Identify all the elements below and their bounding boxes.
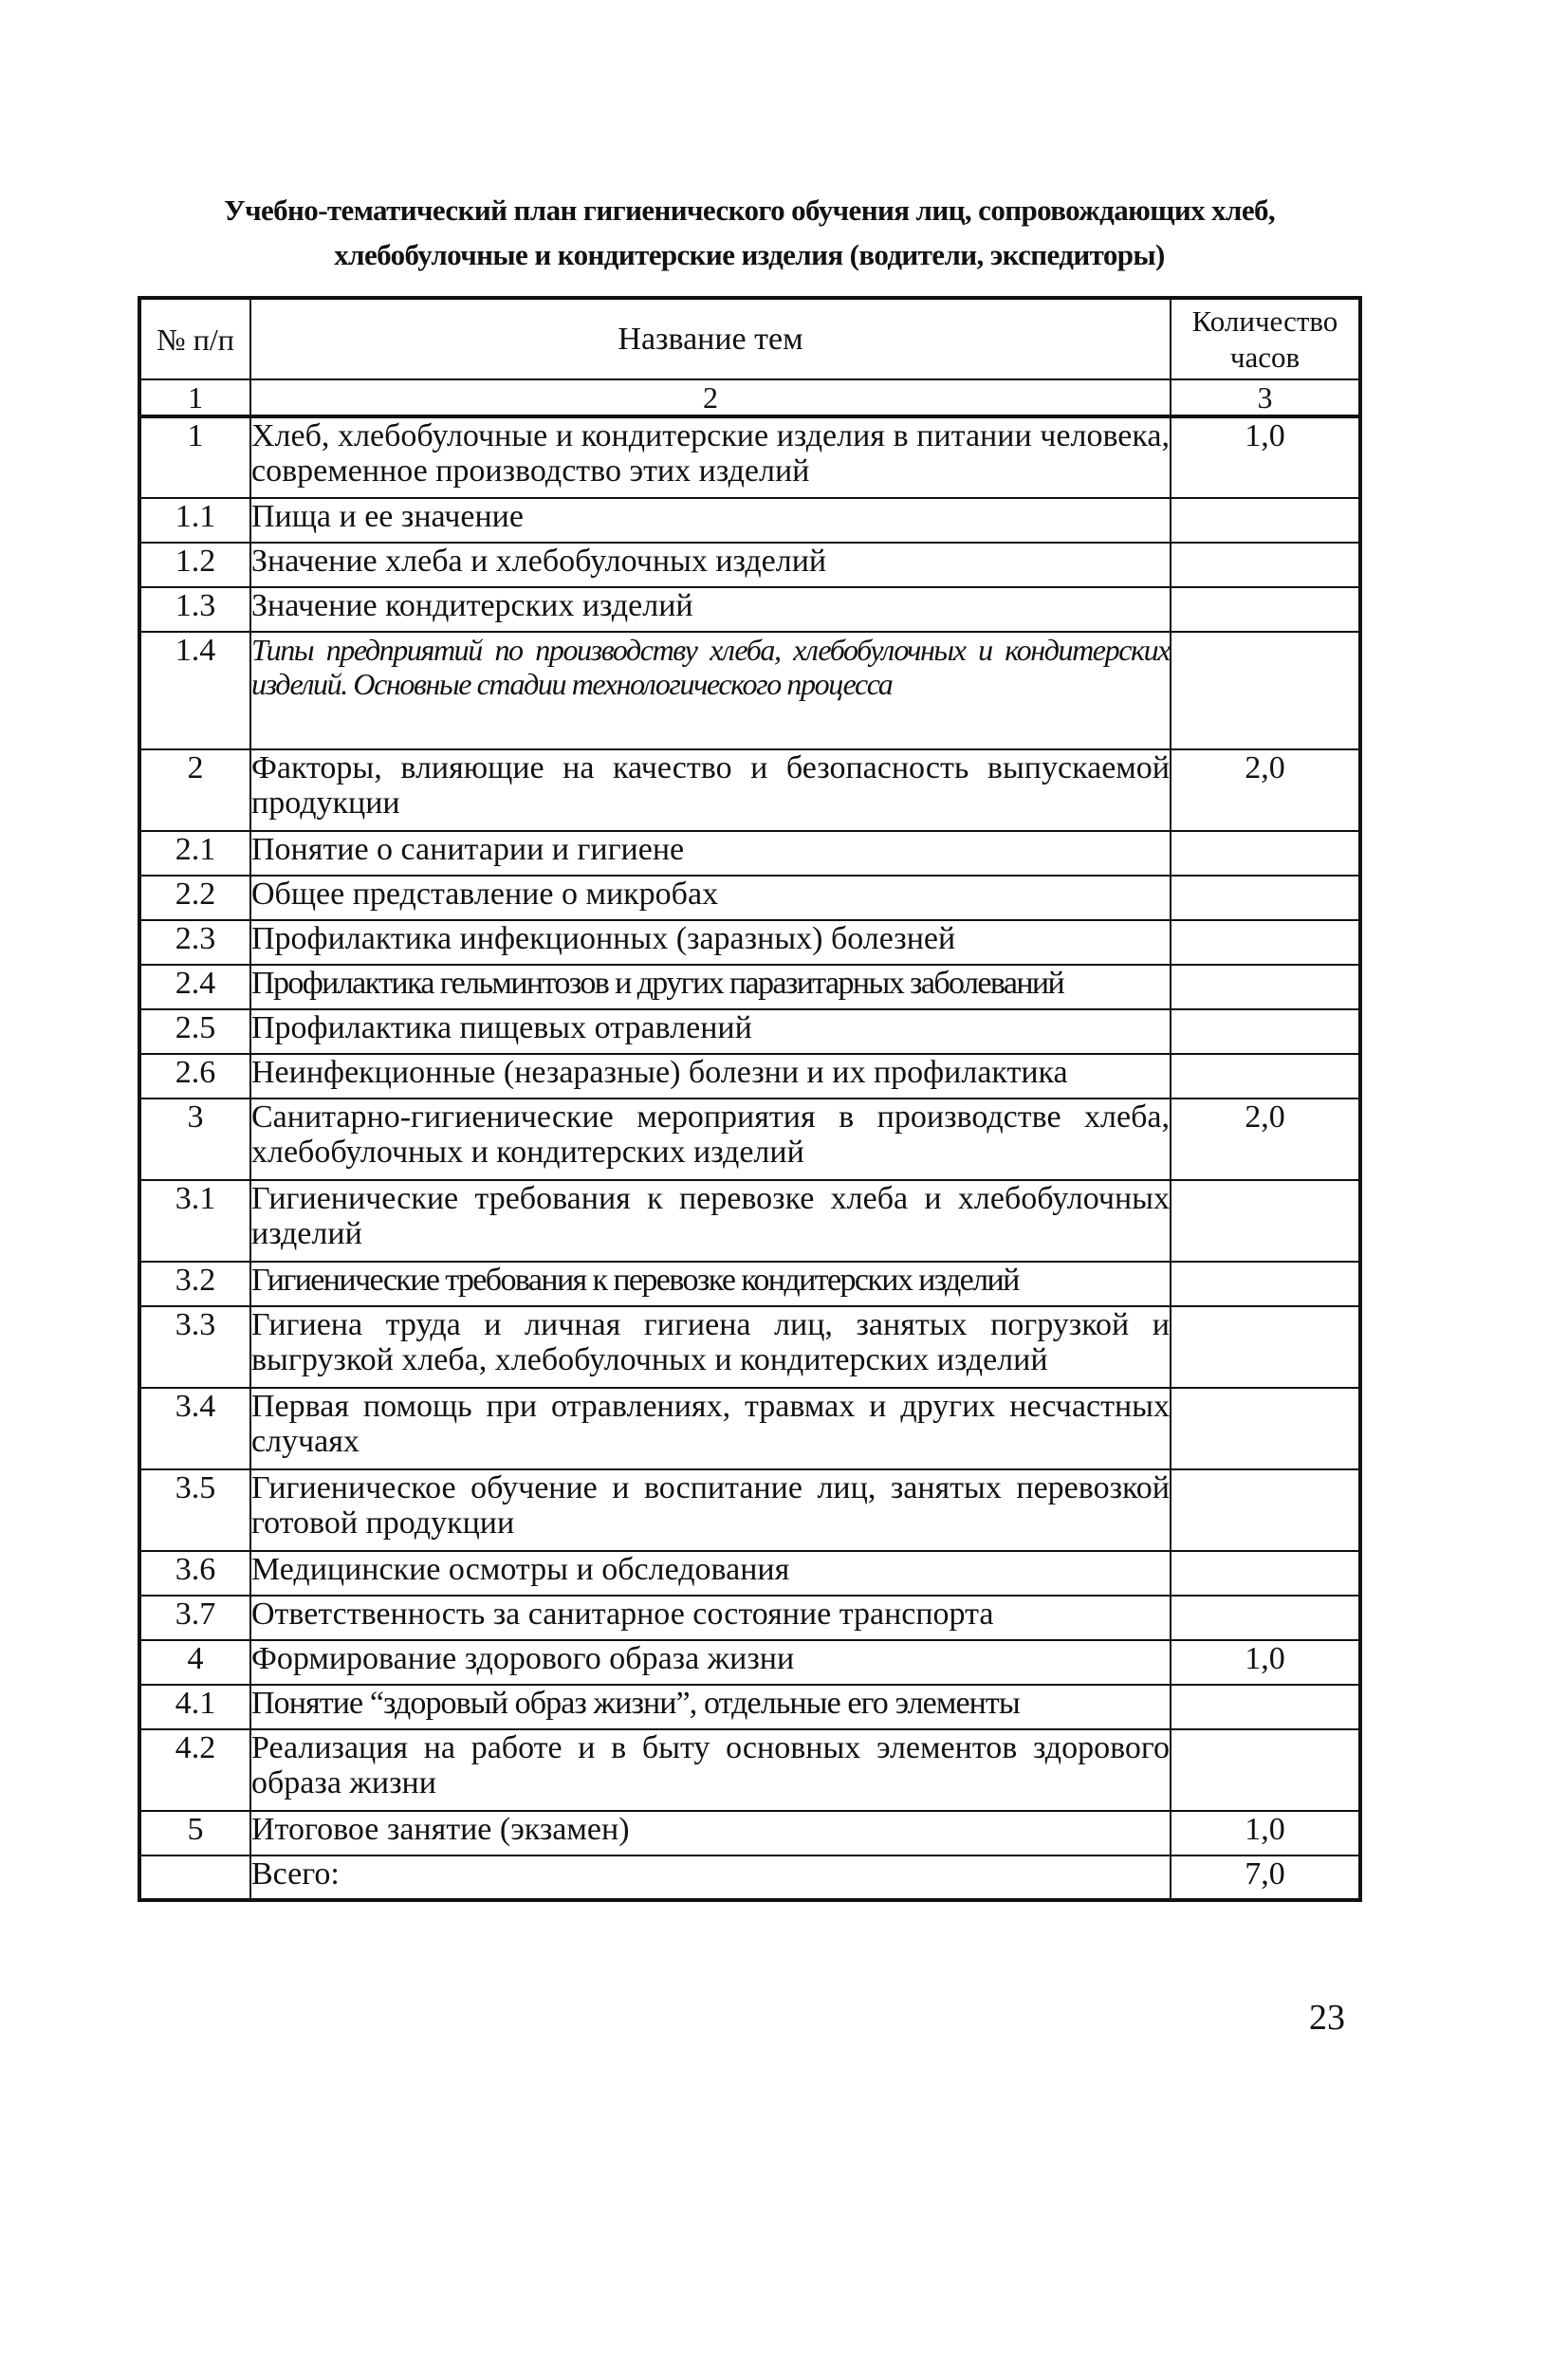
row-name: Понятие о санитарии и гигиене (250, 831, 1171, 876)
row-hours (1171, 876, 1360, 920)
row-hours: 2,0 (1171, 749, 1360, 831)
table-row (139, 1180, 1360, 1262)
row-num: 1.4 (139, 632, 250, 749)
row-num: 4.2 (139, 1729, 250, 1811)
row-num: 2.1 (139, 831, 250, 876)
row-hours (1171, 1054, 1360, 1098)
table-row (139, 632, 1360, 749)
table-row (139, 1596, 1360, 1640)
table-index-row (139, 379, 1360, 416)
row-num (139, 1855, 250, 1900)
table-row (139, 1388, 1360, 1469)
table-row (139, 1685, 1360, 1729)
row-name: Пища и ее значение (250, 498, 1171, 543)
total-row (139, 1855, 1360, 1900)
index-hours: 3 (1171, 379, 1360, 416)
row-num: 3 (139, 1098, 250, 1180)
row-hours: 1,0 (1171, 416, 1360, 498)
row-name: Типы предприятий по производству хлеба, хлебобулочных и кондитерских изделий. Основные стадии технологического процесса (250, 632, 1171, 749)
row-num: 3.7 (139, 1596, 250, 1640)
row-name: Гигиенические требования к перевозке хлеба и хлебобулочных изделий (250, 1180, 1171, 1262)
row-num: 1.1 (139, 498, 250, 543)
row-num: 2.6 (139, 1054, 250, 1098)
row-name: Гигиеническое обучение и воспитание лиц, занятых перевозкой готовой продукции (250, 1469, 1171, 1551)
row-num: 1 (139, 416, 250, 498)
row-hours (1171, 543, 1360, 587)
row-hours (1171, 1685, 1360, 1729)
index-name: 2 (250, 379, 1171, 416)
row-hours (1171, 1180, 1360, 1262)
row-num: 3.6 (139, 1551, 250, 1596)
header-name: Название тем (250, 298, 1171, 379)
row-name: Гигиена труда и личная гигиена лиц, занятых погрузкой и выгрузкой хлеба, хлебобулочных и кондитерских изделий (250, 1306, 1171, 1388)
table-row (139, 1469, 1360, 1551)
row-name: Реализация на работе и в быту основных элементов здорового образа жизни (250, 1729, 1171, 1811)
row-num: 2.4 (139, 965, 250, 1009)
row-hours (1171, 831, 1360, 876)
row-num: 4.1 (139, 1685, 250, 1729)
row-name: Гигиенические требования к перевозке кондитерских изделий (250, 1262, 1171, 1306)
row-name: Первая помощь при отравлениях, травмах и других несчастных случаях (250, 1388, 1171, 1469)
row-hours (1171, 1469, 1360, 1551)
row-num: 3.5 (139, 1469, 250, 1551)
row-hours (1171, 965, 1360, 1009)
row-num: 2.3 (139, 920, 250, 965)
row-name: Санитарно-гигиенические мероприятия в производстве хлеба, хлебобулочных и кондитерских изделий (250, 1098, 1171, 1180)
row-name: Формирование здорового образа жизни (250, 1640, 1171, 1685)
table-row (139, 1306, 1360, 1388)
table-row (139, 831, 1360, 876)
row-name: Медицинские осмотры и обследования (250, 1551, 1171, 1596)
row-num: 3.2 (139, 1262, 250, 1306)
header-hours: Количество часов (1171, 298, 1360, 379)
row-name: Значение кондитерских изделий (250, 587, 1171, 632)
row-num: 2 (139, 749, 250, 831)
table-row (139, 1551, 1360, 1596)
row-num: 3.3 (139, 1306, 250, 1388)
row-name: Ответственность за санитарное состояние транспорта (250, 1596, 1171, 1640)
row-name: Общее представление о микробах (250, 876, 1171, 920)
table-row (139, 1811, 1360, 1855)
total-hours: 7,0 (1171, 1855, 1360, 1900)
row-num: 2.5 (139, 1009, 250, 1054)
table-row (139, 498, 1360, 543)
row-hours (1171, 587, 1360, 632)
row-name: Понятие “здоровый образ жизни”, отдельные его элементы (250, 1685, 1171, 1729)
table-row (139, 1729, 1360, 1811)
table-row (139, 587, 1360, 632)
header-num: № п/п (139, 298, 250, 379)
row-hours: 1,0 (1171, 1811, 1360, 1855)
table-row (139, 1098, 1360, 1180)
row-hours (1171, 1596, 1360, 1640)
table-row (139, 965, 1360, 1009)
page-number: 23 (1309, 1998, 1345, 2038)
row-name: Профилактика пищевых отравлений (250, 1009, 1171, 1054)
index-num: 1 (139, 379, 250, 416)
table-row (139, 1262, 1360, 1306)
row-hours (1171, 1306, 1360, 1388)
row-hours (1171, 632, 1360, 749)
row-name: Хлеб, хлебобулочные и кондитерские изделия в питании человека, современное производство этих изделий (250, 416, 1171, 498)
table-row (139, 920, 1360, 965)
row-hours (1171, 1009, 1360, 1054)
row-num: 5 (139, 1811, 250, 1855)
total-label: Всего: (250, 1855, 1171, 1900)
row-hours (1171, 1262, 1360, 1306)
title-line-2: хлебобулочные и кондитерские изделия (водители, экспедиторы) (334, 238, 1165, 271)
table-row (139, 749, 1360, 831)
row-name: Профилактика гельминтозов и других паразитарных заболеваний (250, 965, 1171, 1009)
row-hours: 1,0 (1171, 1640, 1360, 1685)
row-num: 3.4 (139, 1388, 250, 1469)
row-num: 1.3 (139, 587, 250, 632)
row-num: 2.2 (139, 876, 250, 920)
table-row (139, 1640, 1360, 1685)
table-row (139, 416, 1360, 498)
row-name: Значение хлеба и хлебобулочных изделий (250, 543, 1171, 587)
table-row (139, 543, 1360, 587)
row-name: Неинфекционные (незаразные) болезни и их профилактика (250, 1054, 1171, 1098)
title-line-1: Учебно-тематический план гигиенического обучения лиц, сопровождающих хлеб, (223, 194, 1276, 227)
curriculum-table (138, 296, 1362, 1902)
table-row (139, 1054, 1360, 1098)
row-name: Итоговое занятие (экзамен) (250, 1811, 1171, 1855)
row-name: Факторы, влияющие на качество и безопасность выпускаемой продукции (250, 749, 1171, 831)
table-header-row (139, 298, 1360, 379)
row-hours (1171, 498, 1360, 543)
row-hours (1171, 1551, 1360, 1596)
document-title (123, 188, 1375, 277)
row-name: Профилактика инфекционных (заразных) болезней (250, 920, 1171, 965)
row-hours: 2,0 (1171, 1098, 1360, 1180)
row-num: 4 (139, 1640, 250, 1685)
row-num: 1.2 (139, 543, 250, 587)
table-row (139, 1009, 1360, 1054)
row-hours (1171, 1388, 1360, 1469)
row-hours (1171, 920, 1360, 965)
row-num: 3.1 (139, 1180, 250, 1262)
table-row (139, 876, 1360, 920)
row-hours (1171, 1729, 1360, 1811)
